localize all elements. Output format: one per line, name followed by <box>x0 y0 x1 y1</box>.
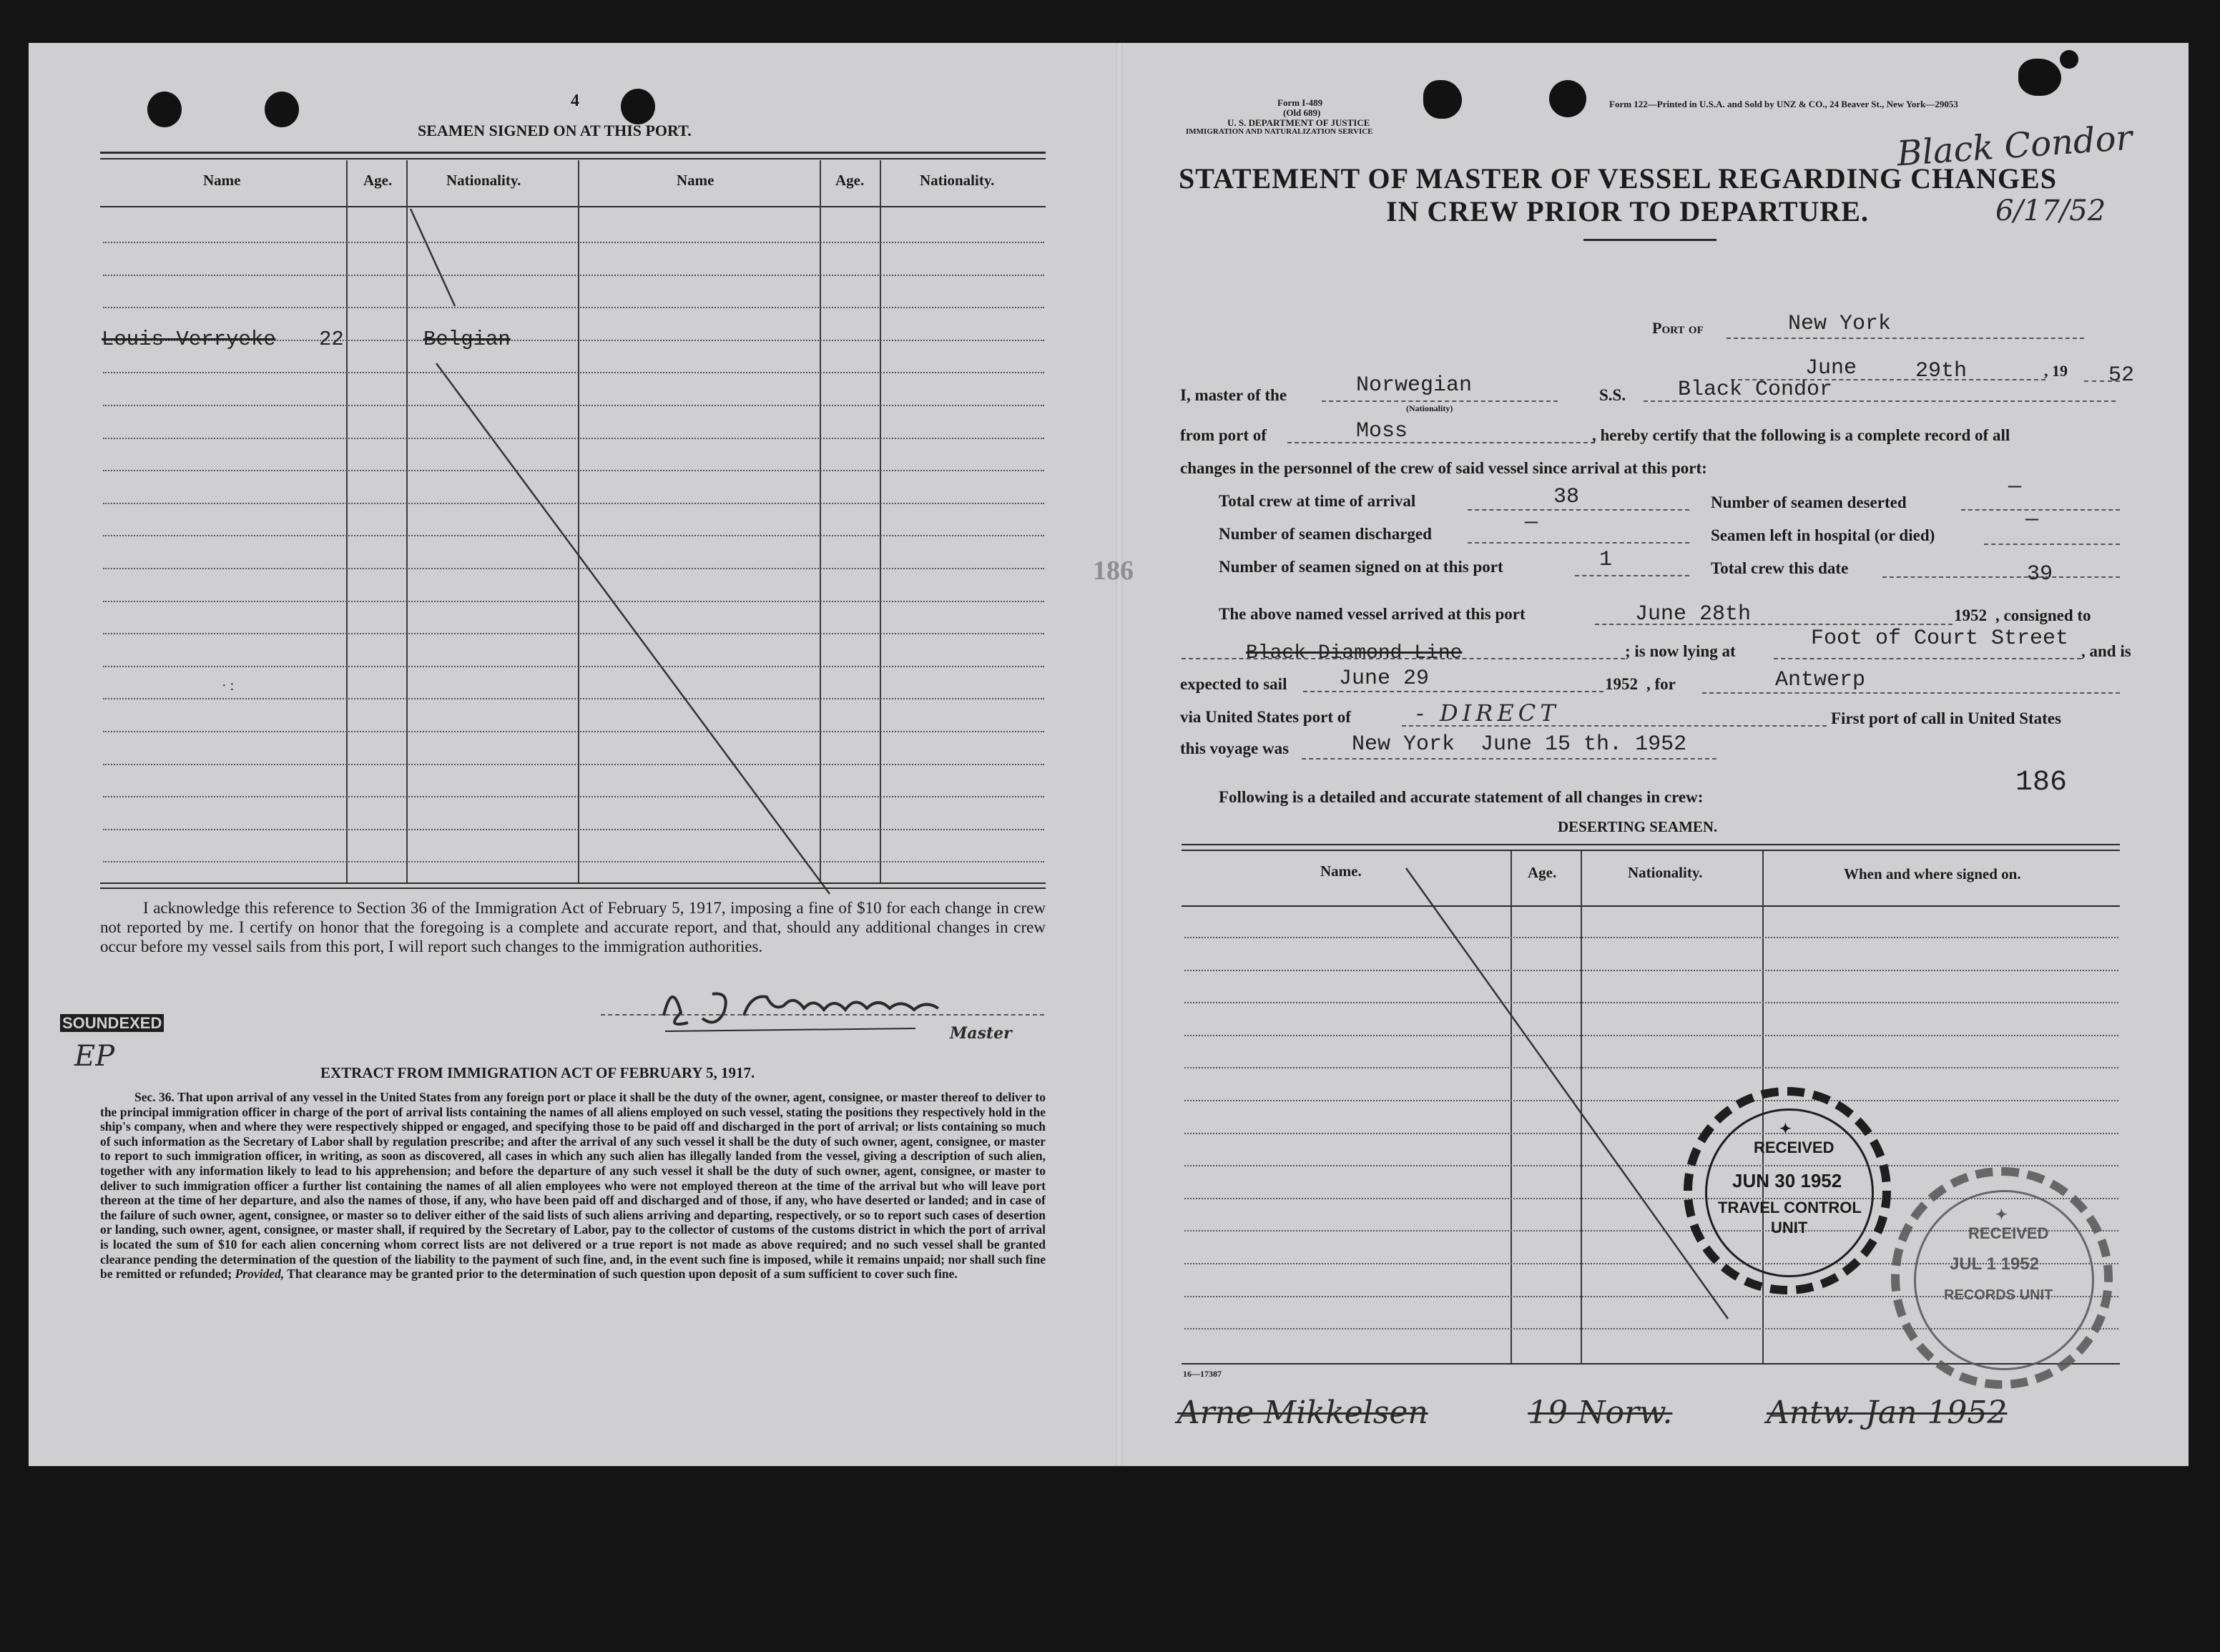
signed-on-label: Number of seamen signed on at this port <box>1219 558 1503 576</box>
deserting-header-age: Age. <box>1528 864 1557 881</box>
deserting-header-name: Name. <box>1320 862 1362 880</box>
stamp2-date: JUL 1 1952 <box>1950 1254 2039 1274</box>
for-label: , for <box>1646 675 1676 693</box>
stray-mark: · : <box>222 678 235 694</box>
vessel-name: Black Condor <box>1678 378 1833 402</box>
punch-hole <box>2060 50 2078 69</box>
extract-section: Sec. 36. <box>134 1090 175 1104</box>
handwritten-number: 186 <box>2015 767 2068 799</box>
deserted-label: Number of seamen deserted <box>1711 493 1907 511</box>
form-number: Form I-489 <box>1277 97 1323 108</box>
extract-text <box>100 1090 1046 1282</box>
discharged-line <box>1468 542 1689 544</box>
total-crew-date-line <box>1882 576 2120 578</box>
received-stamp-travel-control: ✦ RECEIVED JUN 30 1952 TRAVEL CONTROL UNIT <box>1684 1087 1891 1294</box>
extract-provided: Provided, <box>235 1267 285 1282</box>
master-label: Master <box>950 1024 1012 1043</box>
date-day: 29th <box>1915 359 1968 383</box>
following-label: Following is a detailed and accurate statement of all changes in crew: <box>1219 788 1704 806</box>
column-header-age: Age. <box>363 172 393 189</box>
deserted-value: — <box>2008 475 2022 499</box>
stamp1-received: RECEIVED <box>1754 1139 1835 1156</box>
stamp2-unit: RECORDS UNIT <box>1944 1287 2053 1303</box>
annotation-ship: Black Condor <box>1895 117 2134 174</box>
stamp2-received: RECEIVED <box>1968 1224 2049 1242</box>
port-label <box>1652 319 1704 338</box>
column-header-age: Age. <box>835 172 865 189</box>
extract-end: That clearance may be granted prior to the determination of such question upon deposit of a sum sufficient to cover such fine. <box>287 1267 958 1282</box>
table-cell-name: Louis Verryeke <box>102 328 276 351</box>
soundexed-stamp <box>60 1014 164 1033</box>
consignee-value: Black Diamond Line <box>1246 642 1463 664</box>
first-port-label: First port of call in United States <box>1831 709 2061 727</box>
deserting-title: DESERTING SEAMEN. <box>1558 818 1718 835</box>
year-prefix: , 19 <box>2044 362 2068 380</box>
port-value: New York <box>1788 312 1892 336</box>
total-crew-arrival-label: Total crew at time of arrival <box>1219 492 1416 510</box>
hospital-label: Seamen left in hospital (or died) <box>1711 526 1935 544</box>
extract-body: That upon arrival of any vessel in the United States from any foreign port or place it shall be the duty of the owner, agent, consignee, or master thereof to deliver to the principal immigration officer in charge of the port of arrival lists containing the names of all aliens employed on such vessel, stating the positions they respectively hold in the ship's company, when and where they were respectively shipped or engaged, and specifying those to be paid off and discharged in the port of arrival; or lists containing so much of such information as the Secretary of Labor shall by regulation prescribe; and after the arrival of any such vessel it shall be the duty of such owner, agent, consignee, or master to report to such immigration officer, in writing, as soon as discovered, all cases in which any such alien has illegally landed from the vessel, giving a description of such alien, together with any information likely to lead to his apprehension; and before the departure of any such vessel it shall be the duty of such owner, agent, consignee, or master to deliver to such immigration officer a further list containing the names of all alien employees who were not employed thereon at the time of the arrival but who will leave port thereon at the time of her departure, and also the names of those, if any, who have been paid off and discharged and of those, if any, who have deserted or landed; and in case of the failure of such owner, agent, consignee, or master so to deliver either of the said lists of such aliens arriving and departing, respectively, or so to report such cases of desertion or landing, such owner, agent, consignee, or master shall, if required by the Secretary of Labor, pay to the collector of customs of the customs district in which the port of arrival is located the sum of $10 for each alien concerning whom correct lists are not delivered or a true report is not made as above required; and no such vessel shall be granted clearance pending the determination of the question of the liability to the payment of such fine, and, in the event such fine is imposed, while it remains unpaid; nor shall such fine be remitted or refunded; <box>100 1090 1046 1282</box>
service-name: IMMIGRATION AND NATURALIZATION SERVICE <box>1186 127 1373 136</box>
total-crew-arrival-value: 38 <box>1553 485 1580 509</box>
and-is-label: , and is <box>2081 642 2131 660</box>
from-port-label: from port of <box>1180 426 1267 444</box>
punch-hole <box>1423 80 1462 119</box>
nationality-caption: (Nationality) <box>1406 403 1453 413</box>
arrived-label: The above named vessel arrived at this port <box>1219 605 1526 623</box>
form-title-line1: STATEMENT OF MASTER OF VESSEL REGARDING CHANGES <box>1179 162 2057 195</box>
discharged-label: Number of seamen discharged <box>1219 525 1432 543</box>
sail-year: 1952 <box>1605 675 1638 693</box>
form-old-number: (Old 689) <box>1283 107 1321 118</box>
arrived-year: 1952 <box>1954 606 1987 624</box>
column-header-name: Name <box>203 172 241 189</box>
title-underline <box>1583 239 1716 241</box>
via-label: via United States port of <box>1180 708 1351 726</box>
sail-date-line <box>1303 691 1603 692</box>
column-header-nationality: Nationality. <box>446 172 521 189</box>
page-number: 4 <box>571 92 579 110</box>
annotation-date: 6/17/52 <box>1995 195 2106 227</box>
master-of-label: I, master of the <box>1180 386 1287 404</box>
signed-on-value: 1 <box>1599 548 1613 572</box>
table-cell-nationality: Belgian <box>423 328 511 351</box>
signature-line <box>601 1014 1044 1016</box>
nationality-line <box>1322 400 1558 402</box>
received-stamp-records-unit: ✦ RECEIVED JUL 1 1952 RECORDS UNIT <box>1891 1167 2113 1389</box>
total-crew-date-value: 39 <box>2027 562 2053 586</box>
lying-at-line <box>1774 658 2081 659</box>
year-suffix: 52 <box>2108 363 2135 388</box>
consigned-label: , consigned to <box>1995 606 2091 624</box>
deserting-header-nationality: Nationality. <box>1628 864 1703 881</box>
port-line <box>1727 338 2084 339</box>
changes-text: changes in the personnel of the crew of said vessel since arrival at this port: <box>1180 459 1707 477</box>
signed-on-line <box>1575 575 1689 576</box>
sail-date: June 29 <box>1339 667 1430 691</box>
lying-at-value: Foot of Court Street <box>1811 626 2069 651</box>
date-month: June <box>1805 356 1857 380</box>
department-name: U. S. DEPARTMENT OF JUSTICE <box>1227 117 1370 128</box>
soundexed-text: SOUNDEXED <box>60 1014 164 1032</box>
column-header-nationality: Nationality. <box>920 172 995 189</box>
expected-label: expected to sail <box>1180 675 1287 693</box>
table-bottom-rule <box>100 882 1046 884</box>
voyage-line <box>1302 758 1716 759</box>
arrived-date: June 28th <box>1635 602 1752 626</box>
via-port-value: - DIRECT <box>1416 699 1560 727</box>
from-port-value: Moss <box>1356 419 1408 443</box>
table-bottom-rule-2 <box>100 888 1046 889</box>
discharged-value: — <box>1525 511 1538 535</box>
destination-line <box>1702 692 2120 694</box>
destination-value: Antwerp <box>1775 668 1866 692</box>
vessel-line <box>1644 400 2116 402</box>
certify-text: , hereby certify that the following is a complete record of all <box>1592 426 2010 444</box>
year-line <box>2084 380 2120 382</box>
initials: EP <box>74 1040 115 1073</box>
extract-title: EXTRACT FROM IMMIGRATION ACT OF FEBRUARY 5, 1917. <box>320 1064 755 1081</box>
via-port-line <box>1402 725 1827 727</box>
hospital-line <box>1984 544 2120 545</box>
from-port-line <box>1287 442 1595 443</box>
bottom-entry-where: Antw. Jan 1952 <box>1767 1395 2008 1431</box>
column-header-name: Name <box>677 172 714 189</box>
certification-text: I acknowledge this reference to Section 36 of the Immigration Act of February 5, 1917, imposing a fine of $10 for each change in crew not reported by me. I certify on honor that the foregoing is a complete and accurate report, and that, should any additional changes in crew occur before my vessel sails from this port, I will report such changes to the immigration authorities. <box>100 899 1046 955</box>
lying-label: ; is now lying at <box>1625 642 1736 660</box>
punch-hole <box>1549 80 1586 117</box>
hospital-value: — <box>2025 508 2039 532</box>
stamp1-unit-line: TRAVEL CONTROL <box>1718 1199 1862 1216</box>
ss-label: S.S. <box>1599 386 1626 404</box>
form-title-line2: IN CREW PRIOR TO DEPARTURE. <box>1386 195 1869 227</box>
voyage-value: New York June 15 th. 1952 <box>1352 732 1687 757</box>
port-label-text: Port of <box>1652 319 1704 337</box>
bottom-entry-name: Arne Mikkelsen <box>1177 1395 1428 1431</box>
deserted-line <box>1961 509 2120 511</box>
arrived-line <box>1595 624 1953 625</box>
stamp1-date: JUN 30 1952 <box>1732 1170 1842 1191</box>
left-page-title: SEAMEN SIGNED ON AT THIS PORT. <box>418 122 692 139</box>
punch-hole <box>2018 59 2061 96</box>
form-code: 16—17387 <box>1183 1369 1222 1379</box>
printer-line: Form 122—Printed in U.S.A. and Sold by UNZ & CO., 24 Beaver St., New York—29053 <box>1609 99 1958 109</box>
stamp1-unit: UNIT <box>1771 1219 1808 1236</box>
center-page-number: 186 <box>1093 556 1134 586</box>
total-crew-arrival-line <box>1468 509 1689 511</box>
nationality-value: Norwegian <box>1356 373 1473 398</box>
total-crew-date-label: Total crew this date <box>1711 559 1849 577</box>
bottom-entry-nationality: 19 Norw. <box>1528 1395 1673 1431</box>
table-cell-age: 22 <box>319 328 344 351</box>
deserting-header-signed-on: When and where signed on. <box>1844 865 2021 882</box>
cancel-lines <box>0 0 1116 1001</box>
voyage-label: this voyage was <box>1180 739 1290 757</box>
